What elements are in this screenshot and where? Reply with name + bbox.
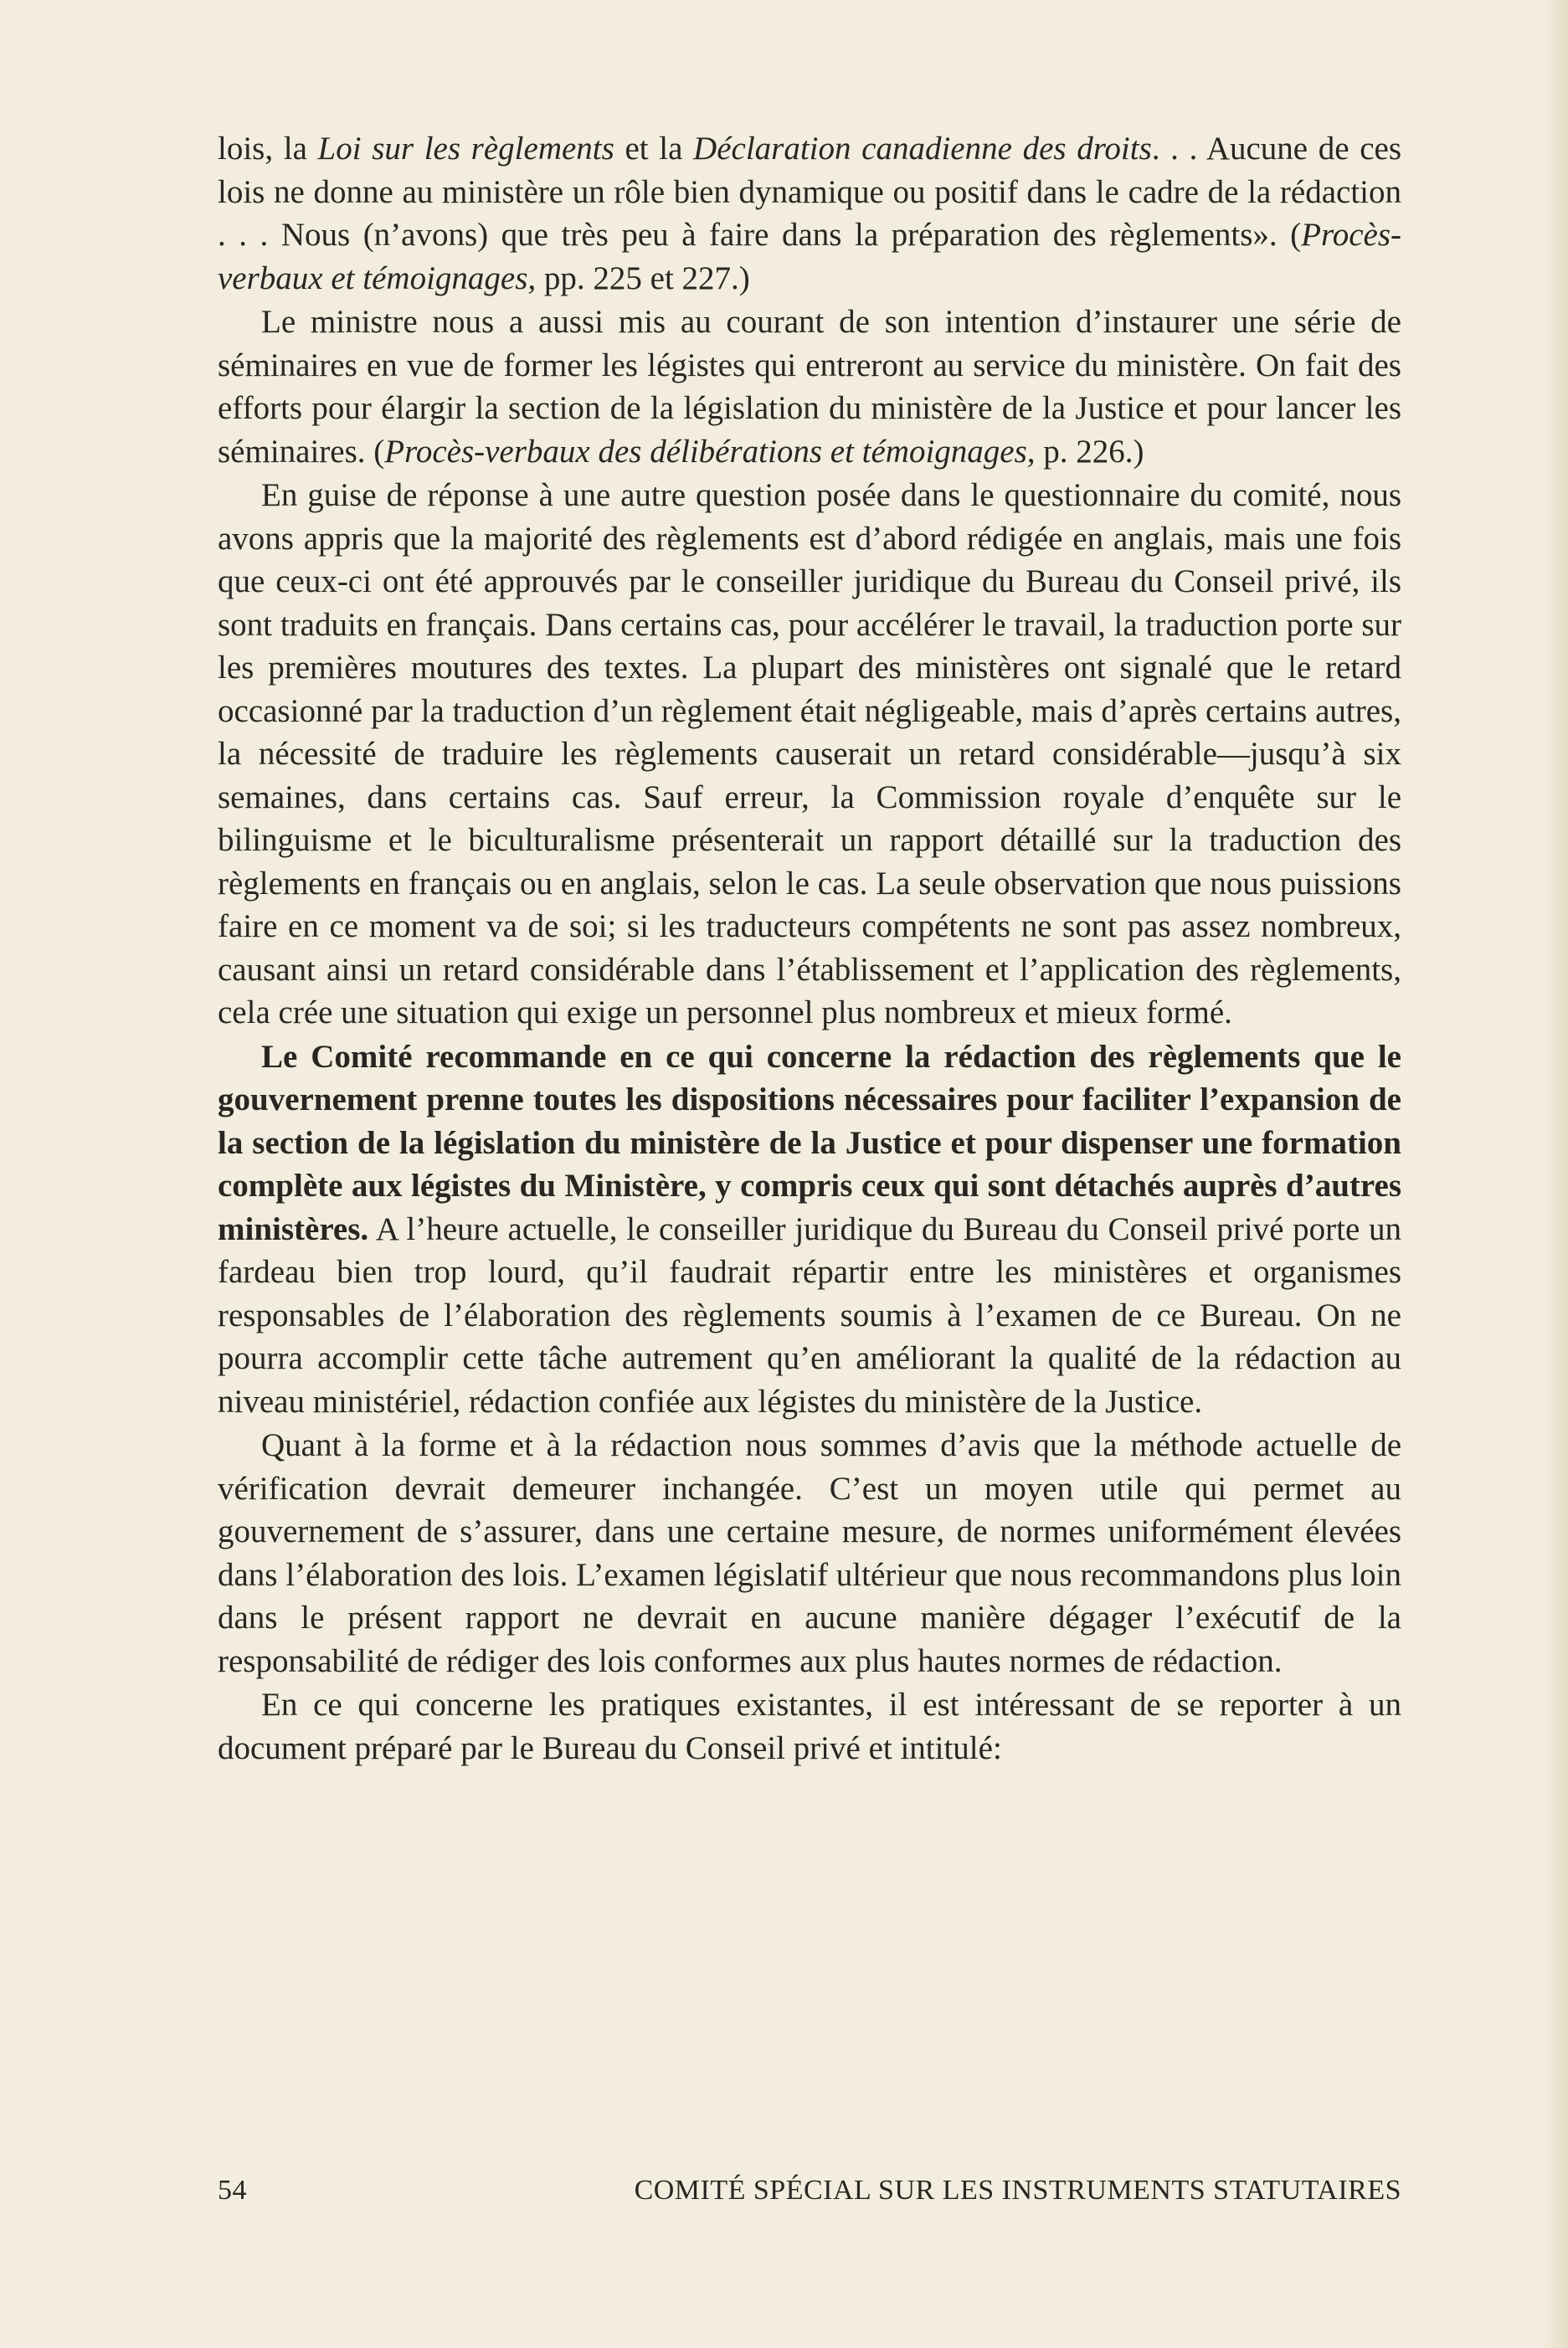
paragraph-2 <box>218 301 1401 473</box>
running-title: COMITÉ SPÉCIAL SUR LES INSTRUMENTS STATUTAIRES <box>634 2175 1401 2206</box>
page-body <box>218 127 1401 1770</box>
page-number: 54 <box>218 2175 247 2206</box>
text-segment-italic: Déclaration canadienne des droits <box>693 131 1152 167</box>
text-segment: et la <box>614 131 694 167</box>
text-segment-italic: Procès-verbaux des délibérations et témoignages, <box>384 433 1036 470</box>
text-segment: . . . Aucune de ces lois ne donne au ministère un rôle bien dynamique ou positif dans le cadre de la rédaction . . . Nous (n’avons) que très peu à faire dans la préparation des règlements». ( <box>218 131 1401 253</box>
text-segment: p. 226.) <box>1035 433 1144 470</box>
text-segment-italic: Procès-verbaux et témoignages, <box>218 217 1401 296</box>
paragraph-6 <box>218 1683 1401 1770</box>
paragraph-1 <box>218 127 1401 300</box>
text-segment-italic: Loi sur les règlements <box>317 131 614 167</box>
paragraph-4-recommendation <box>218 1035 1401 1424</box>
text-segment: Le ministre nous a aussi mis au courant de son intention d’instaurer une série de séminaires en vue de former les légistes qui entreront au service du ministère. On fait des efforts pour élargir la section de la législation du ministère de la Justice et pour lancer les séminaires. ( <box>218 304 1401 470</box>
text-segment: En ce qui concerne les pratiques existantes, il est intéressant de se reporter à un document préparé par le Bureau du Conseil privé et intitulé: <box>218 1687 1401 1766</box>
paragraph-5 <box>218 1424 1401 1683</box>
text-segment: En guise de réponse à une autre question posée dans le questionnaire du comité, nous avons appris que la majorité des règlements est d’abord rédigée en anglais, mais une fois que ceux-ci ont été approuvés par le conseiller juridique du Bureau du Conseil privé, ils sont traduits en français. Dans certains cas, pour accélérer le travail, la traduction porte sur les premières moutures des textes. La plupart des ministères ont signalé que le retard occasionné par la traduction d’un règlement était négligeable, mais d’après certains autres, la nécessité de traduire les règlements causerait un retard considérable—jusqu’à six semaines, dans certains cas. Sauf erreur, la Commission royale d’enquête sur le bilinguisme et le biculturalisme présenterait un rapport détaillé sur la traduction des règlements en français ou en anglais, selon le cas. La seule observation que nous puissions faire en ce moment va de soi; si les traducteurs compétents ne sont pas assez nombreux, causant ainsi un retard considérable dans l’établissement et l’application des règlements, cela crée une situation qui exige un personnel plus nombreux et mieux formé. <box>218 477 1401 1030</box>
paragraph-3 <box>218 474 1401 1035</box>
text-segment: Quant à la forme et à la rédaction nous sommes d’avis que la méthode actuelle de vérification devrait demeurer inchangée. C’est un moyen utile qui permet au gouvernement de s’assurer, dans une certaine mesure, de normes uniformément élevées dans l’élaboration des lois. L’examen législatif ultérieur que nous recommandons plus loin dans le présent rapport ne devrait en aucune manière dégager l’exécutif de la responsabilité de rédiger des lois conformes aux plus hautes normes de rédaction. <box>218 1427 1401 1679</box>
text-segment: lois, la <box>218 131 318 167</box>
recommendation-bold-text: Le Comité recommande en ce qui concerne la rédaction des règlements que le gouvernement prenne toutes les dispositions nécessaires pour faciliter l’expansion de la section de la législation du ministère de la Justice et pour dispenser une formation complète aux légistes du Ministère, y compris ceux qui sont détachés auprès d’autres ministères. <box>218 1038 1401 1247</box>
text-segment: A l’heure actuelle, le conseiller juridique du Bureau du Conseil privé porte un fardeau bien trop lourd, qu’il faudrait répartir entre les ministères et organismes responsables de l’élaboration des règlements soumis à l’examen de ce Bureau. On ne pourra accomplir cette tâche autrement qu’en améliorant la qualité de la rédaction au niveau ministériel, rédaction confiée aux légistes du ministère de la Justice. <box>218 1210 1401 1420</box>
text-segment: pp. 225 et 227.) <box>536 259 750 296</box>
page-edge-shadow <box>1543 0 1568 2348</box>
page-footer <box>218 2175 1401 2207</box>
